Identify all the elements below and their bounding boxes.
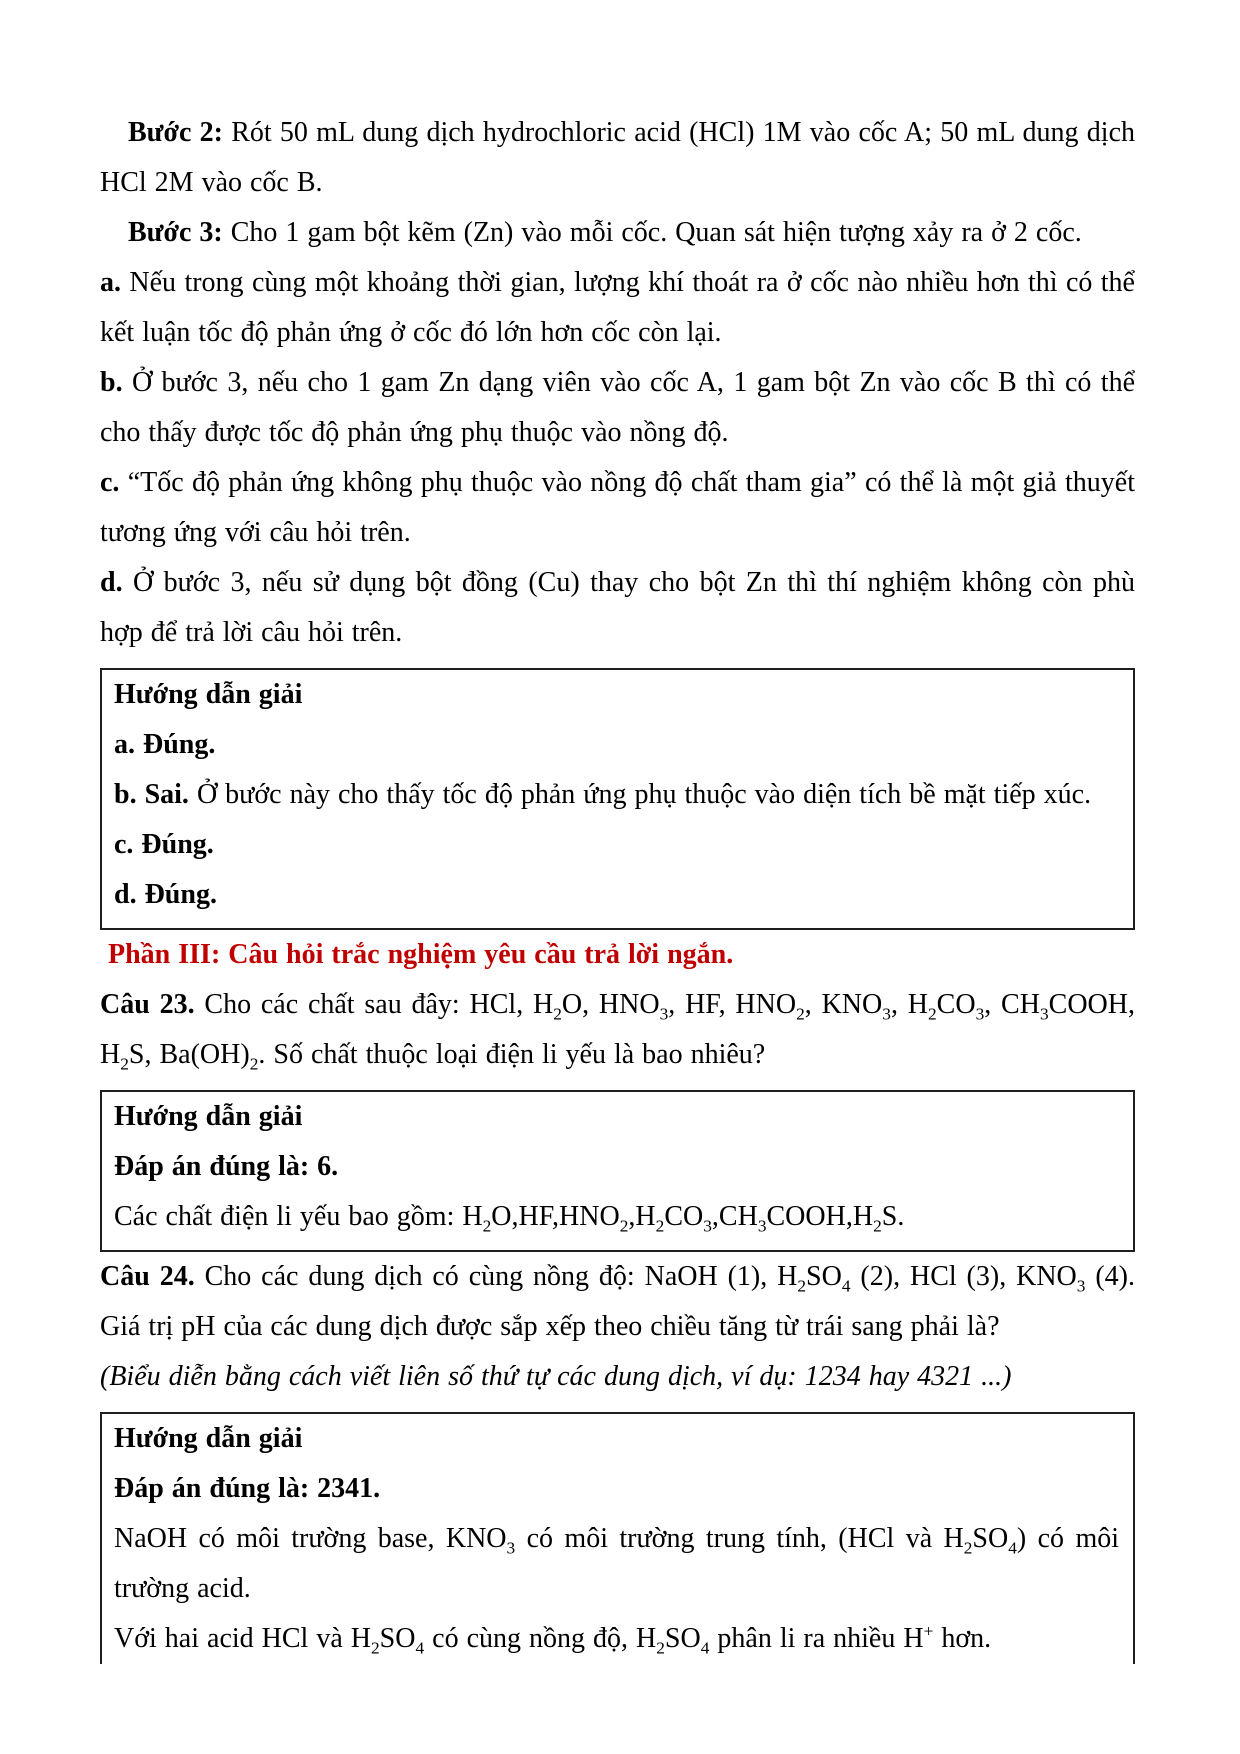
section-heading: Phần III: Câu hỏi trắc nghiệm yêu cầu trả lời ngắn. (108, 939, 734, 970)
paragraph: c. “Tốc độ phản ứng không phụ thuộc vào nồng độ chất tham gia” có thể là một giả thuyết tương ứng với câu hỏi trên. (100, 467, 1135, 548)
solution-line: NaOH có môi trường base, $KNO_3$ có môi trường trung tính, (HCl và $H_2SO_4$) có môi trường acid. (114, 1523, 1119, 1604)
solution-line: a. Đúng. (114, 729, 216, 760)
paragraph: d. Ở bước 3, nếu sử dụng bột đồng (Cu) thay cho bột Zn thì thí nghiệm không còn phù hợp để trả lời câu hỏi trên. (100, 567, 1135, 648)
solution-line: d. Đúng. (114, 879, 217, 910)
paragraph: b. Ở bước 3, nếu cho 1 gam Zn dạng viên vào cốc A, 1 gam bột Zn vào cốc B thì có thể cho thấy được tốc độ phản ứng phụ thuộc vào nồng độ. (100, 367, 1135, 448)
paragraph: Câu 23. Cho các chất sau đây: HCl, $H_2O$, $HNO_3$, HF, $HNO_2$, $KNO_3$, $H_2CO_3$, $CH_3COOH$, $H_2S$, $Ba(OH)_2$. Số chất thuộc loại điện li yếu là bao nhiêu? (100, 989, 1135, 1074)
solution-line: Đáp án đúng là: 6. (114, 1151, 339, 1182)
solution-line: c. Đúng. (114, 829, 214, 860)
document-content (100, 108, 1135, 1664)
solution-box (100, 668, 1135, 930)
paragraph: Bước 3: Cho 1 gam bột kẽm (Zn) vào mỗi cốc. Quan sát hiện tượng xảy ra ở 2 cốc. (128, 217, 1082, 248)
paragraph: a. Nếu trong cùng một khoảng thời gian, lượng khí thoát ra ở cốc nào nhiều hơn thì có thể kết luận tốc độ phản ứng ở cốc đó lớn hơn cốc còn lại. (100, 267, 1135, 348)
solution-line: Các chất điện li yếu bao gồm: $H_2O,HF,HNO_2,H_2CO_3,CH_3COOH,H_2S$. (114, 1201, 905, 1236)
solution-box (100, 1090, 1135, 1252)
paragraph: (Biểu diễn bằng cách viết liên số thứ tự các dung dịch, ví dụ: 1234 hay 4321 ...) (100, 1361, 1012, 1392)
solution-line: Hướng dẫn giải (114, 1101, 303, 1132)
solution-line: Hướng dẫn giải (114, 1423, 303, 1454)
solution-box (100, 1412, 1135, 1664)
solution-line: b. Sai. Ở bước này cho thấy tốc độ phản ứng phụ thuộc vào diện tích bề mặt tiếp xúc. (114, 779, 1092, 810)
solution-line: Đáp án đúng là: 2341. (114, 1473, 381, 1504)
paragraph: Câu 24. Cho các dung dịch có cùng nồng độ: NaOH (1), $H_2SO_4$ (2), HCl (3), $KNO_3$ (4). Giá trị pH của các dung dịch được sắp xếp theo chiều tăng từ trái sang phải là? (100, 1261, 1136, 1342)
solution-line: Với hai acid HCl và $H_2SO_4$ có cùng nồng độ, $H_2SO_4$ phân li ra nhiều H+ hơn. (114, 1621, 992, 1658)
paragraph: Bước 2: Rót 50 mL dung dịch hydrochloric acid (HCl) 1M vào cốc A; 50 mL dung dịch HCl 2M vào cốc B. (100, 117, 1136, 198)
solution-line: Hướng dẫn giải (114, 679, 303, 710)
